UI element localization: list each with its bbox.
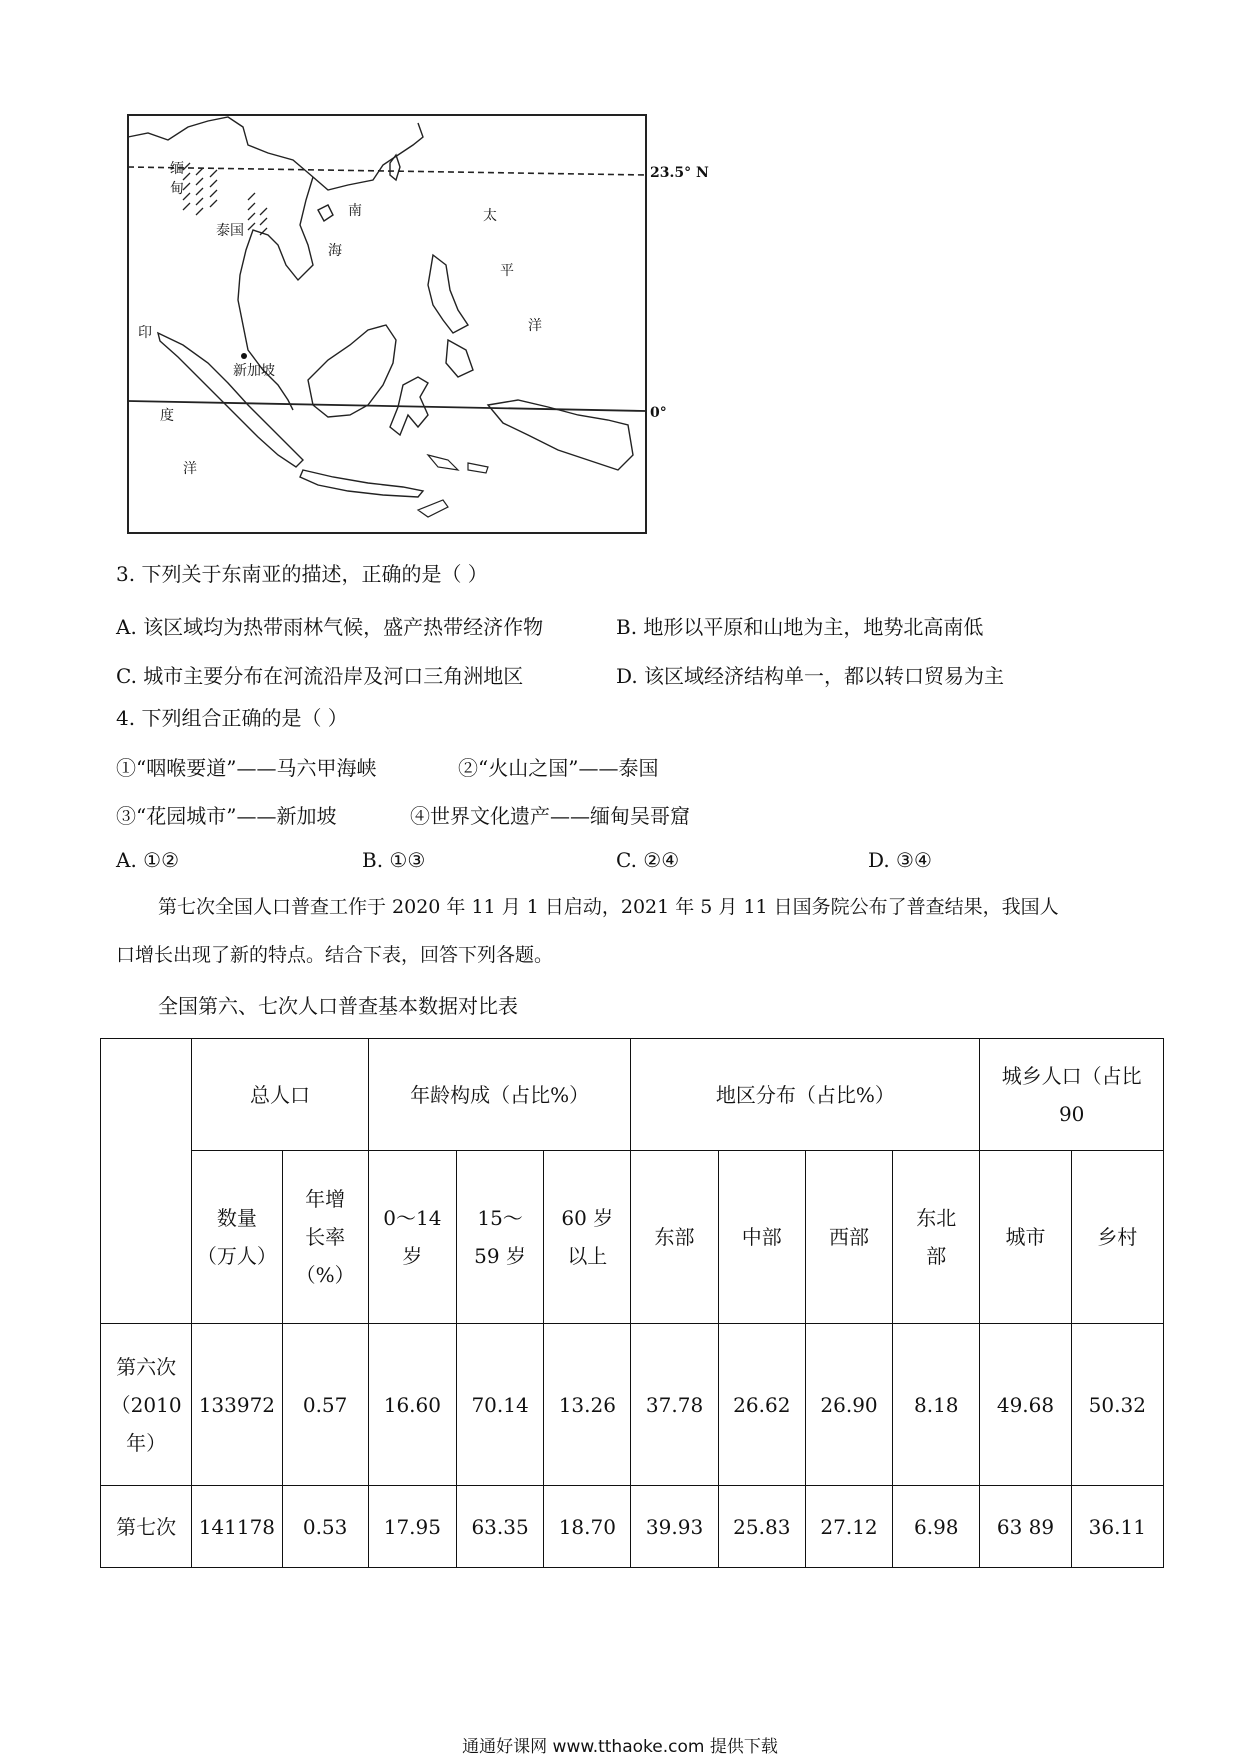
col-northeast: 东北 部 xyxy=(893,1151,980,1324)
col-central: 中部 xyxy=(718,1151,805,1324)
cell-rural: 50.32 xyxy=(1071,1324,1163,1486)
row-label: 第六次 （2010 年） xyxy=(101,1324,192,1486)
cell-age1: 16.60 xyxy=(368,1324,456,1486)
q4-item-2: ②“火山之国”——泰国 xyxy=(458,756,659,780)
intro-line-2: 口增长出现了新的特点。结合下表，回答下列各题。 xyxy=(116,944,554,966)
header-corner xyxy=(101,1039,192,1324)
svg-text:印: 印 xyxy=(138,325,152,341)
cell-east: 39.93 xyxy=(631,1486,718,1568)
group-urban: 城乡人口（占比 90 xyxy=(980,1039,1164,1151)
group-age: 年龄构成（占比%） xyxy=(368,1039,631,1151)
table-row xyxy=(101,1486,1164,1568)
cell-northeast: 8.18 xyxy=(893,1324,980,1486)
svg-text:太: 太 xyxy=(483,208,497,224)
southeast-asia-map xyxy=(128,115,709,535)
col-east: 东部 xyxy=(631,1151,718,1324)
cell-west: 27.12 xyxy=(805,1486,892,1568)
cell-age2: 70.14 xyxy=(456,1324,543,1486)
q4-option-d[interactable]: D. ③④ xyxy=(868,848,932,872)
q3-option-b[interactable]: B. 地形以平原和山地为主，地势北高南低 xyxy=(616,615,984,639)
q4-item-1: ①“咽喉要道”——马六甲海峡 xyxy=(116,756,377,780)
svg-text:缅: 缅 xyxy=(170,161,184,177)
cell-northeast: 6.98 xyxy=(893,1486,980,1568)
svg-text:洋: 洋 xyxy=(528,318,542,334)
col-growth: 年增 长率 （%） xyxy=(282,1151,368,1324)
svg-text:新加坡: 新加坡 xyxy=(233,363,275,379)
cell-city: 63 89 xyxy=(980,1486,1071,1568)
group-total: 总人口 xyxy=(192,1039,368,1151)
cell-central: 25.83 xyxy=(718,1486,805,1568)
cell-age3: 18.70 xyxy=(544,1486,631,1568)
svg-text:0°: 0° xyxy=(650,405,667,421)
cell-count: 141178 xyxy=(192,1486,282,1568)
svg-text:甸: 甸 xyxy=(170,181,184,197)
cell-west: 26.90 xyxy=(805,1324,892,1486)
table-row xyxy=(101,1324,1164,1486)
cell-age1: 17.95 xyxy=(368,1486,456,1568)
census-table xyxy=(100,1038,1164,1568)
svg-text:平: 平 xyxy=(500,263,514,279)
col-count: 数量 （万人） xyxy=(192,1151,282,1324)
svg-text:泰国: 泰国 xyxy=(216,223,244,239)
q3-option-c[interactable]: C. 城市主要分布在河流沿岸及河口三角洲地区 xyxy=(116,664,524,688)
q3-stem: 3. 下列关于东南亚的描述，正确的是（ ） xyxy=(116,562,488,586)
cell-rural: 36.11 xyxy=(1071,1486,1163,1568)
svg-text:海: 海 xyxy=(328,243,342,259)
q4-option-c[interactable]: C. ②④ xyxy=(616,848,680,872)
col-rural: 乡村 xyxy=(1071,1151,1163,1324)
table-caption: 全国第六、七次人口普查基本数据对比表 xyxy=(158,994,518,1018)
cell-growth: 0.57 xyxy=(282,1324,368,1486)
q3-option-d[interactable]: D. 该区域经济结构单一，都以转口贸易为主 xyxy=(616,664,1005,688)
col-age-60-plus: 60 岁 以上 xyxy=(544,1151,631,1324)
cell-count: 133972 xyxy=(192,1324,282,1486)
group-region: 地区分布（占比%） xyxy=(631,1039,980,1151)
q4-option-b[interactable]: B. ①③ xyxy=(362,848,426,872)
intro-line-1: 第七次全国人口普查工作于 2020 年 11 月 1 日启动，2021 年 5 月 11 日国务院公布了普查结果，我国人 xyxy=(158,896,1059,918)
svg-text:度: 度 xyxy=(160,408,174,424)
col-age-15-59: 15～ 59 岁 xyxy=(456,1151,543,1324)
footer-source[interactable]: 通通好课网 www.tthaoke.com 提供下载 xyxy=(462,1737,778,1757)
svg-text:南: 南 xyxy=(348,203,362,219)
cell-central: 26.62 xyxy=(718,1324,805,1486)
cell-city: 49.68 xyxy=(980,1324,1071,1486)
cell-growth: 0.53 xyxy=(282,1486,368,1568)
q4-item-3: ③“花园城市”——新加坡 xyxy=(116,804,337,828)
cell-age3: 13.26 xyxy=(544,1324,631,1486)
svg-text:23.5° N: 23.5° N xyxy=(650,165,709,181)
svg-text:洋: 洋 xyxy=(183,461,197,477)
col-west: 西部 xyxy=(805,1151,892,1324)
cell-age2: 63.35 xyxy=(456,1486,543,1568)
q4-stem: 4. 下列组合正确的是（ ） xyxy=(116,706,348,730)
col-age-0-14: 0～14 岁 xyxy=(368,1151,456,1324)
q3-option-a[interactable]: A. 该区域均为热带雨林气候，盛产热带经济作物 xyxy=(116,615,544,639)
q4-option-a[interactable]: A. ①② xyxy=(116,848,180,872)
col-city: 城市 xyxy=(980,1151,1071,1324)
cell-east: 37.78 xyxy=(631,1324,718,1486)
row-label: 第七次 xyxy=(101,1486,192,1568)
q4-item-4: ④世界文化遗产——缅甸吴哥窟 xyxy=(410,804,690,828)
